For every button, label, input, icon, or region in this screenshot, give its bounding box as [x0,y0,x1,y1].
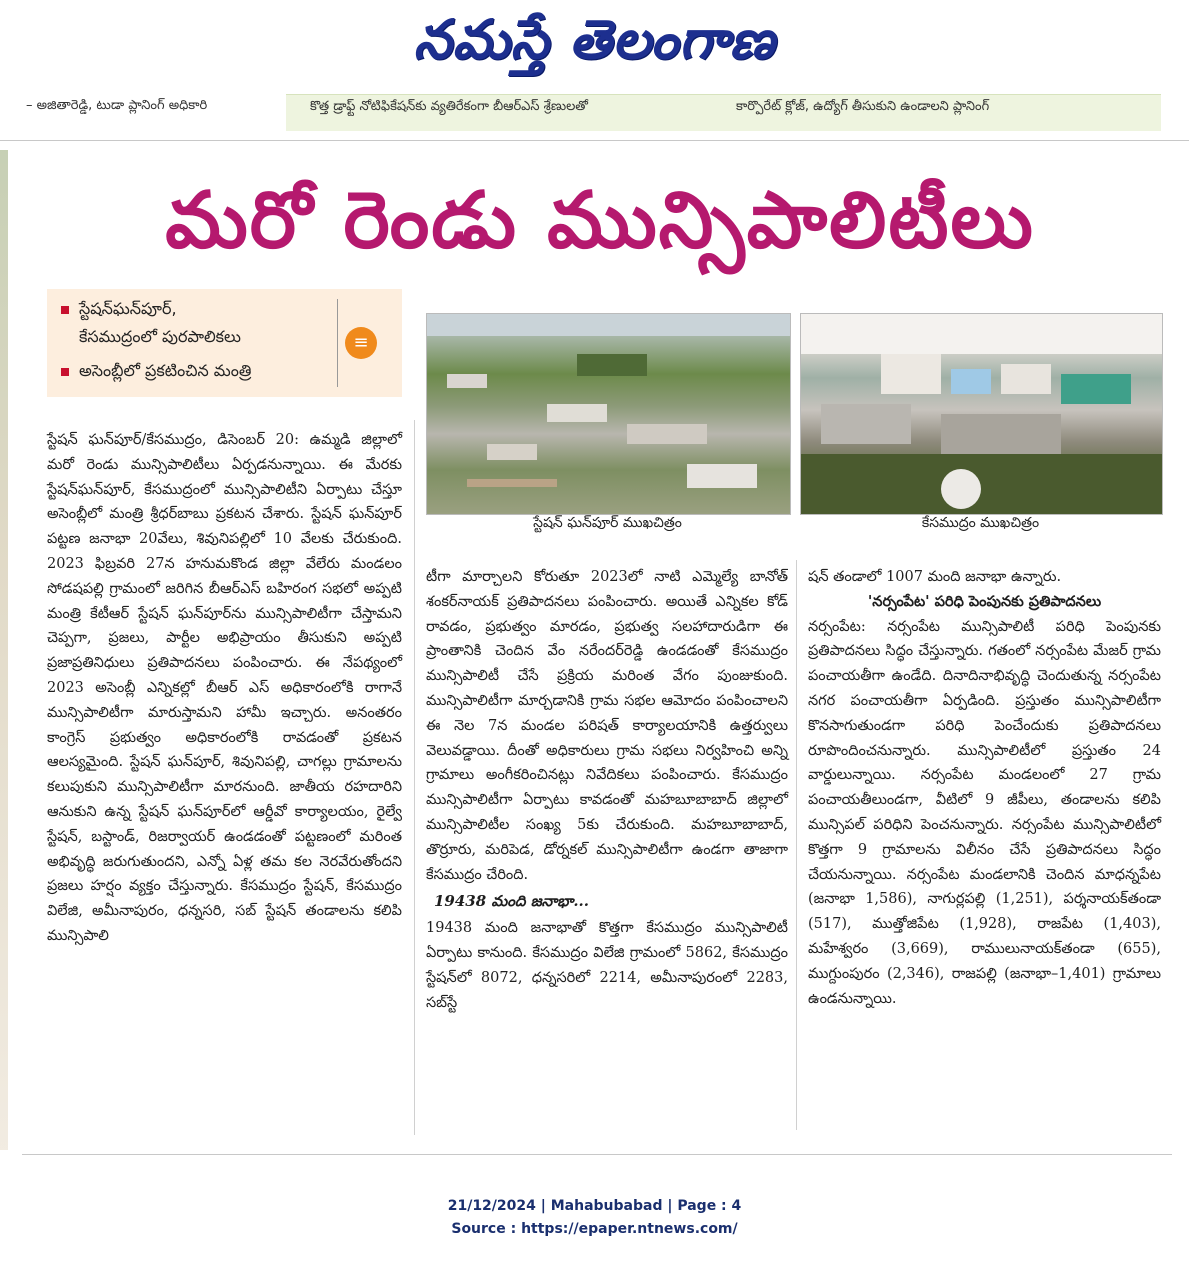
masthead [0,0,1189,90]
comment-icon: ≡ [345,327,377,359]
body-paragraph: షన్ తండాలో 1007 మంది జనాభా ఉన్నారు. [808,569,1062,585]
highlights-box [47,289,402,397]
body-paragraph: టీగా మార్చాలని కోరుతూ 2023లో నాటి ఎమ్మెల్యే బానోత్ శంకర్‌నాయక్ ప్రతిపాదనలు పంపించారు. అయితే ఎన్నికల కోడ్ రావడం, ప్రభుత్వం మారడం, ప్రభుత్వ సలహాదారుడిగా ఈ ప్రాంతానికి చెందిన వేం నరేందర్‌రెడ్డి ఉండడంతో కేసముద్రం మున్సిపాలిటీ చేసే ప్రక్రియ మరింత వేగం పుంజుకుంది. మున్సిపాలిటీగా మార్చడానికి గ్రామ సభల ఆమోదం పంపించాలని ఈ నెల 7న మండల పరిషత్ కార్యాలయానికి ఉత్తర్వులు వెలువడ్డాయి. దీంతో అధికారులు గ్రామ సభలు నిర్వహించి అన్ని గ్రామాలు అంగీకరించినట్లు నివేదికలు పంపించారు. కేసముద్రం మున్సిపాలిటీగా ఏర్పాటు కావడంతో మహబూబాబాద్ జిల్లాలో మున్సిపాలిటీల సంఖ్య 5కు చేరుకుంది. మహబూబాబాద్, తొర్రూరు, మరిపెడ, డోర్నకల్ మున్సిపాలిటీగా ఉండగా తాజాగా కేసముద్రం చేరింది. [426,569,788,883]
highlight-item: కేసముద్రంలో పురపాలికలు [79,327,241,346]
highlights-divider [337,299,338,387]
subheading: 19438 మంది జనాభా... [434,892,589,911]
kesamudram-town-photo [800,313,1163,515]
body-paragraph: నర్సంపేట: నర్సంపేట మున్సిపాలిటీ పరిధి పెంపునకు ప్రతిపాదనలు సిద్ధం చేస్తున్నారు. గతంలో నర్సంపేట మేజర్ గ్రామ పంచాయతీగా ఉండేది. దినాదినాభివృద్ధి చెందుతున్న నర్సంపేట నగర పంచాయతీగా ఏర్పడింది. ప్రస్తుతం మున్సిపాలిటీగా కొనసాగుతుండగా పరిధి పెంచేందుకు ప్రతిపాదనలు రూపొందించనున్నారు. మున్సిపాలిటీలో ప్రస్తుతం 24 వార్డులున్నాయి. నర్సంపేట మండలంలో 27 గ్రామ పంచాయతీలుండగా, వీటిలో 9 జీపీలు, తండాలను కలిపి మున్సిపల్ పరిధిని పెంచనున్నారు. నర్సంపేట మున్సిపాలిటీలో కొత్తగా 9 గ్రామాలను విలీనం చేసే ప్రతిపాదనలు సిద్ధం చేయనున్నాయి. నర్సంపేట మండలానికి చెందిన మాధన్నపేట (జనాభా 1,586), నాగుర్లపల్లి (1,251), పర్శనాయక్‌తండా (517), ముత్తోజిపేట (1,928), రాజపేట (1,403), మహేశ్వరం (3,669), రాములునాయక్‌తండా (655), ముగ్దుంపురం (2,346), రాజపల్లి (జనాభా–1,401) గ్రామాలు ఉండనున్నాయి. [808,618,1161,1007]
body-paragraph: స్టేషన్ ఘన్‌పూర్/కేసముద్రం, డిసెంబర్ 20: ఉమ్మడి జిల్లాలో మరో రెండు మున్సిపాలిటీలు ఏర్పడనున్నాయి. ఈ మేరకు స్టేషన్‌ఘన్‌పూర్, కేసముద్రంలో మున్సిపాలిటీని ఏర్పాటు చేస్తూ అసెంబ్లీలో మంత్రి శ్రీధర్‌బాబు ప్రకటన చేశారు. స్టేషన్ ఘన్‌పూర్ పట్టణ జనాభా 20వేలు, శివునిపల్లిలో 10 వేలకు చేరుకుంది. 2023 ఫిబ్రవరి 27న హనుమకొండ జిల్లా వేలేరు మండలం సోడషపల్లి గ్రామంలో జరిగిన బీఆర్ఎస్ బహిరంగ సభలో అప్పటి మంత్రి కేటీఆర్ స్టేషన్ ఘన్‌పూర్‌ను మున్సిపాలిటీగా చేస్తామని చెప్పగా, ప్రజలు, పార్టీల అభిప్రాయం తీసుకుని అప్పటి ప్రజాప్రతినిధులు ప్రతిపాదనలు పంపించారు. ఈ నేపథ్యంలో 2023 అసెంబ్లీ ఎన్నికల్లో బీఆర్ ఎస్ అధికారంలోకి రాగానే మున్సిపాలిటీగా మారుస్తామని హామీ ఇచ్చారు. అనంతరం కాంగ్రెస్ ప్రభుత్వం అధికారంలోకి రావడంతో ప్రకటన ఆలస్యమైంది. స్టేషన్ ఘన్‌పూర్, శివునిపల్లి, చాగల్లు గ్రామాలను కలుపుకుని మున్సిపాలిటీగా మారనుంది. జాతీయ రహదారిని ఆనుకుని ఉన్న స్టేషన్ ఘన్‌పూర్‌లో ఆర్డీవో కార్యాలయం, రైల్వే స్టేషన్, బస్టాండ్, రిజర్వాయర్ ఉండడంతో పట్టణంలో మరింత అభివృద్ధి జరుగుతుందని, ఎన్నో ఏళ్ల తమ కల నెరవేరుతోందని ప్రజలు హర్షం వ్యక్తం చేస్తున్నారు. కేసముద్రం స్టేషన్, కేసముద్రం విలేజి, అమీనాపురం, ధన్నసరి, సబ్ స్టేషన్ తండాలను కలిపి మున్సిపాలి [47,432,402,944]
bullet-icon [61,368,69,376]
article-column-2 [426,565,788,1015]
strip-right-text: కార్పొరేట్ క్లోజ్, ఉద్యోగ్ తీసుకుని ఉండాలని ప్లానింగ్ [736,99,990,114]
column-separator [796,560,797,1130]
photo-caption: కేసముద్రం ముఖచిత్రం [921,515,1040,531]
article-column-1 [47,428,402,949]
footer-divider [22,1154,1172,1155]
footer-source: Source : https://epaper.ntnews.com/ [451,1221,738,1237]
column-separator [414,420,415,1135]
adjacent-page-edge [0,150,8,1150]
strip-highlight-box [286,94,1161,131]
subheading: 'నర్సంపేట' పరిధి పెంపునకు ప్రతిపాదనలు [867,592,1102,610]
strip-middle-text: కొత్త డ్రాఫ్ట్ నోటిఫికేషన్‌కు వ్యతిరేకంగా బీఆర్ఎస్ శ్రేణులతో [310,99,588,114]
station-ghanpur-aerial-photo [426,313,791,515]
body-paragraph: 19438 మంది జనాభాతో కొత్తగా కేసముద్రం మున్సిపాలిటీ ఏర్పాటు కానుంది. కేసముద్రం విలేజి గ్రామంలో 5862, కేసముద్రం స్టేషన్‌లో 8072, ధన్నసరిలో 2214, అమీనాపురంలో 2283, సబ్‌స్టే [426,920,788,1011]
highlight-item: అసెంబ్లీలో ప్రకటించిన మంత్రి [61,361,251,384]
strip-left-text: – అజితారెడ్డి, టుడా ప్లానింగ్ అధికారి [26,98,208,113]
newspaper-logo: నమస్తే తెలంగాణ [413,8,776,71]
divider [0,140,1189,141]
bullet-icon [61,306,69,314]
article-headline: మరో రెండు మున్సిపాలిటీలు [165,176,1035,266]
article-column-3 [808,565,1161,1011]
highlight-item: స్టేషన్‌ఘన్‌పూర్, [61,299,177,322]
footer-date-edition: 21/12/2024 | Mahabubabad | Page : 4 [447,1198,742,1214]
photo-caption: స్టేషన్ ఘన్‌పూర్ ముఖచిత్రం [533,515,682,531]
previous-article-strip [0,94,1189,132]
